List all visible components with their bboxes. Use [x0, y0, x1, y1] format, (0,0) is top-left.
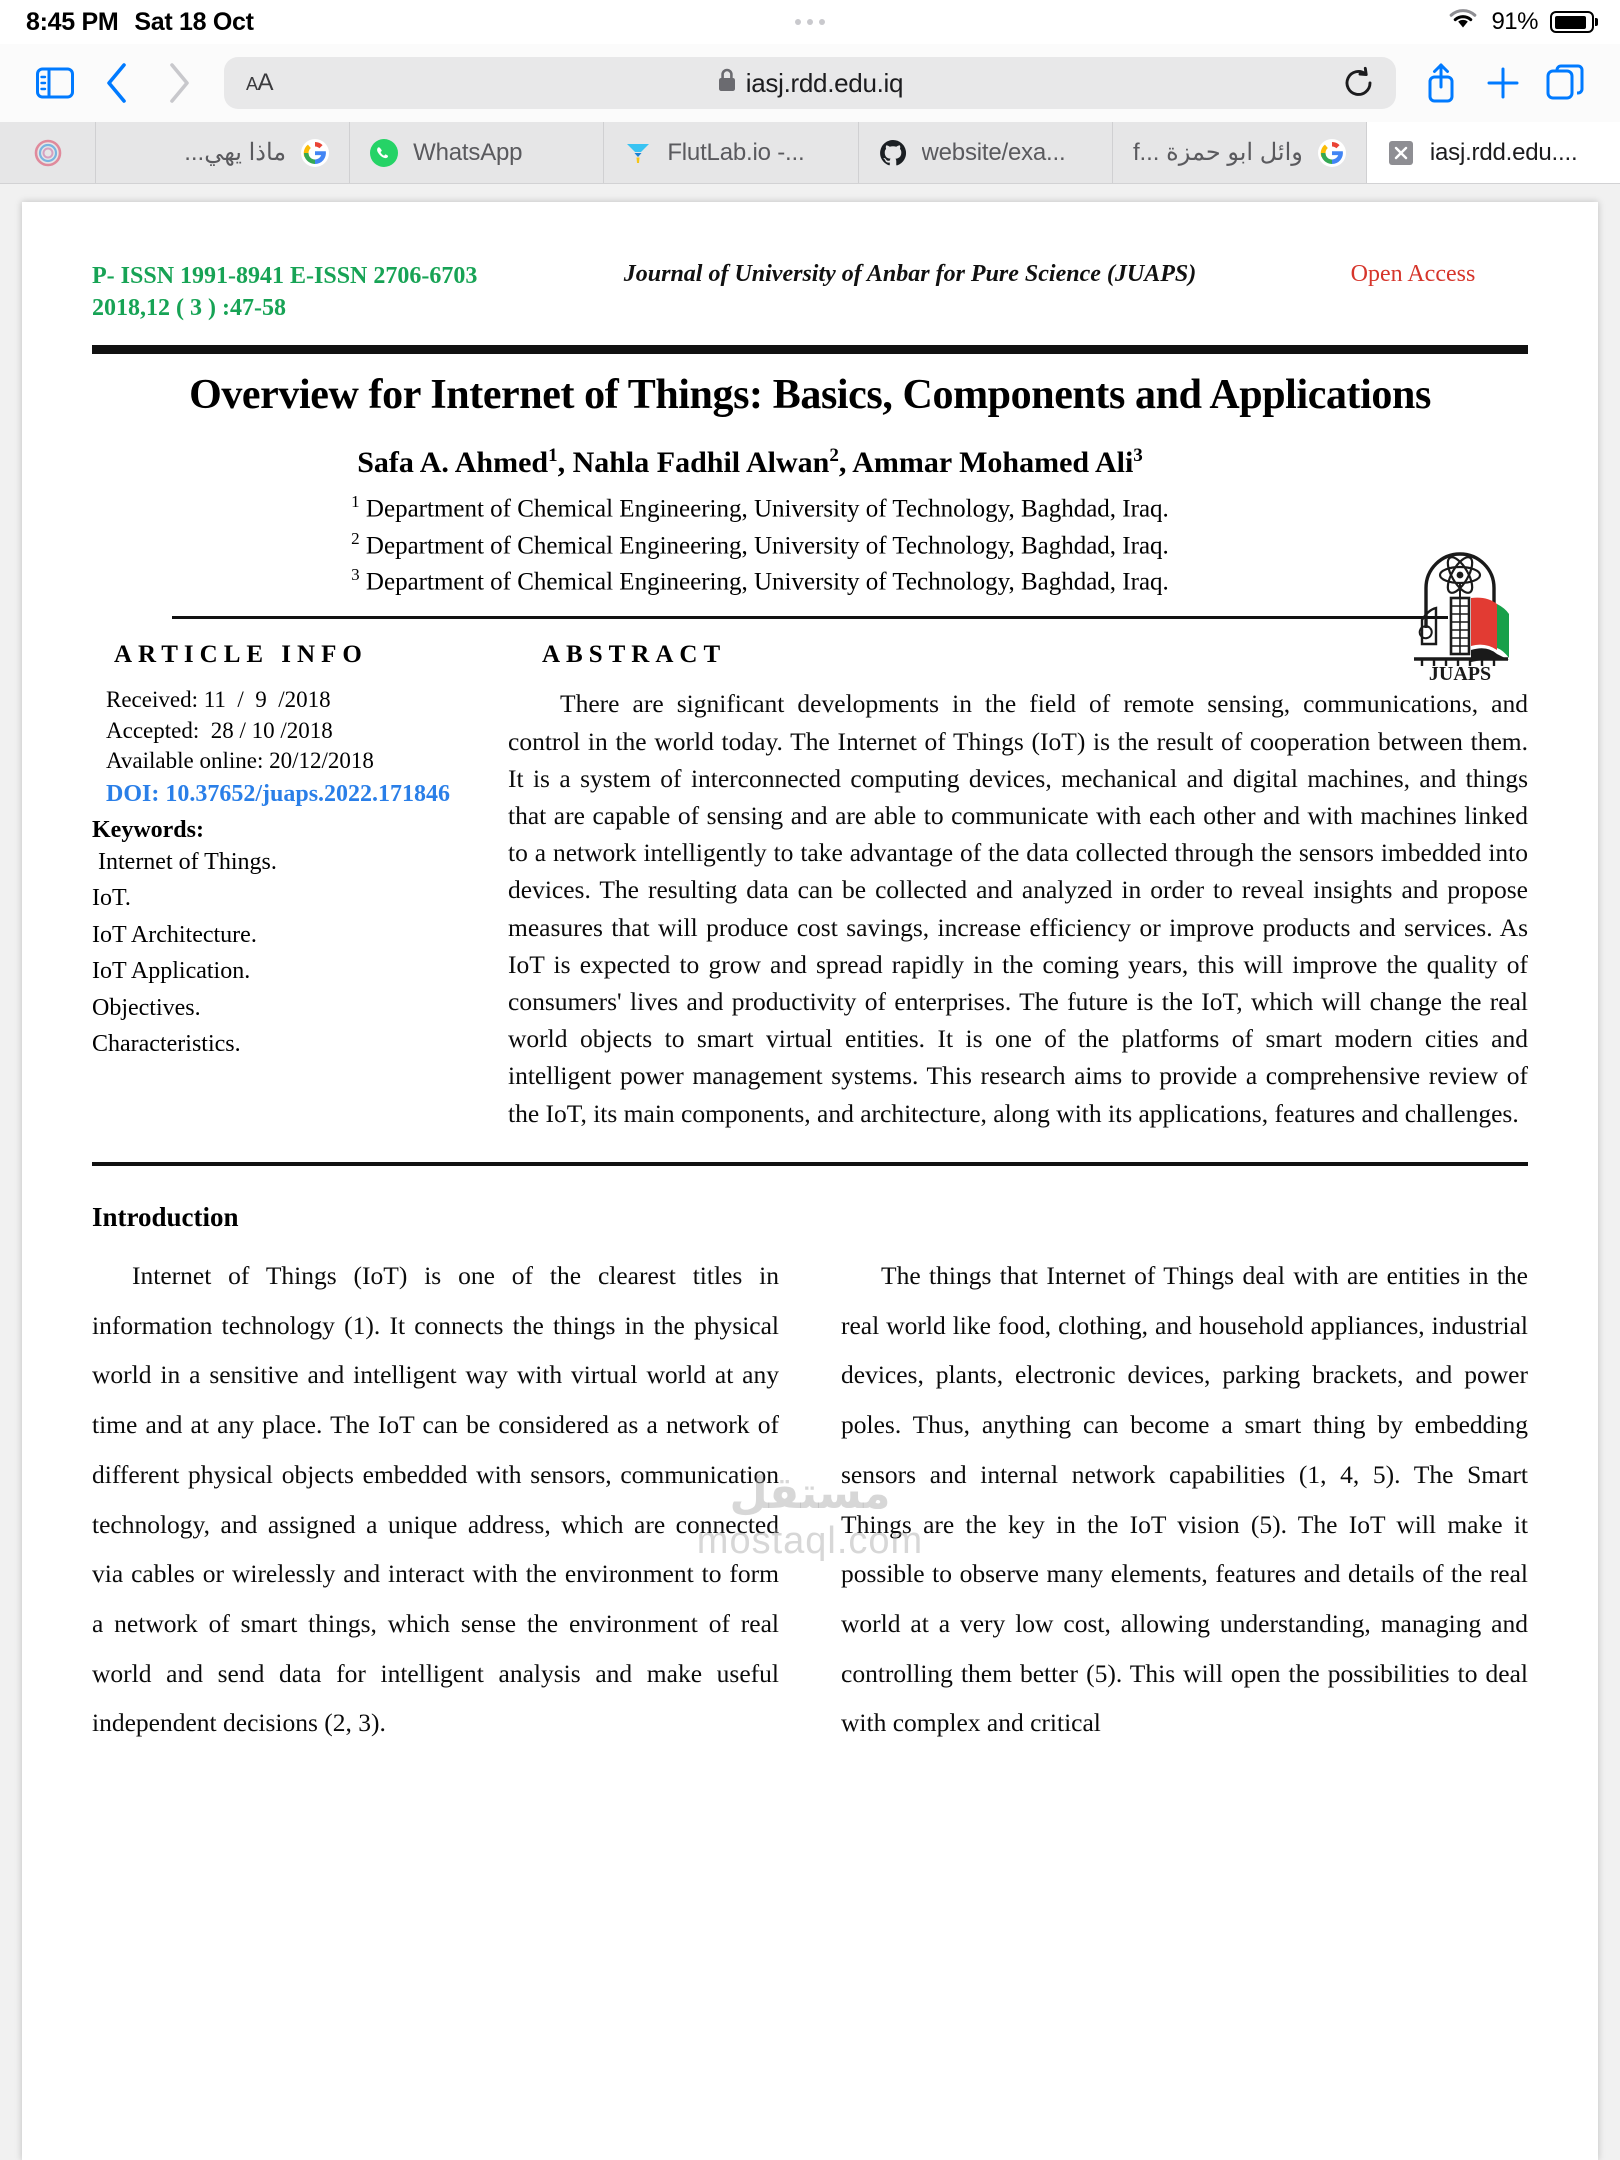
- abstract-column: [508, 641, 1528, 1132]
- abstract-divider: [92, 1162, 1528, 1166]
- affiliation-sup: 1: [351, 491, 360, 511]
- introduction-heading: Introduction: [92, 1201, 239, 1232]
- wifi-icon: [1447, 7, 1479, 38]
- author-sup: 1: [548, 444, 558, 466]
- address-bar[interactable]: [224, 57, 1396, 109]
- status-time: 8:45 PM: [26, 7, 119, 36]
- abstract-heading: ABSTRACT: [542, 641, 727, 669]
- juaps-logo: [1400, 532, 1520, 682]
- received-date: Received: 11 / 9 /2018: [106, 687, 331, 713]
- author-sup: 2: [829, 444, 839, 466]
- journal-header: [92, 260, 1528, 325]
- page-title: Overview for Internet of Things: Basics, Components and Applications: [189, 371, 1431, 418]
- tab-item[interactable]: [1113, 122, 1367, 183]
- author-name: Safa A. Ahmed: [357, 445, 549, 479]
- tab-item[interactable]: [859, 122, 1113, 183]
- tab-title: iasj.rdd.edu....: [1429, 138, 1578, 166]
- affiliation-sup: 2: [351, 528, 360, 548]
- introduction-paragraph: The things that Internet of Things deal with are entities in the real world like food, clothing, and household appliances, industrial devices, plants, electronic devices, parking brackets, and power poles. Thus, anything can become a smart thing by embedding sensors and internal network capabilities (1, 4, 5). The Smart Things are the key in the IoT vision (5). The IoT will make it possible to observe many elements, features and details of the real world at a very low cost, allowing understanding, managing and controlling them better (5). This will open the possibilities to deal with complex and critical: [841, 1260, 1528, 1738]
- doi-link[interactable]: DOI: 10.37652/juaps.2022.171846: [106, 781, 451, 808]
- safari-compass-icon: [32, 137, 64, 169]
- author-sup: 3: [1133, 444, 1143, 466]
- sidebar-icon[interactable]: [24, 54, 86, 112]
- status-date: Sat 18 Oct: [134, 7, 254, 36]
- keyword-item: IoT.: [92, 885, 131, 912]
- tab-title: ماذا يهي...: [184, 139, 287, 166]
- author-name: Nahla Fadhil Alwan: [572, 445, 830, 479]
- plus-icon[interactable]: [1472, 54, 1534, 112]
- status-bar-left: [26, 8, 254, 37]
- lock-icon: [717, 67, 737, 100]
- tab-bar: [0, 122, 1620, 184]
- tab-item[interactable]: [96, 122, 350, 183]
- keyword-item: Objectives.: [92, 994, 201, 1021]
- header-rule: [92, 345, 1528, 354]
- affiliation-item: [92, 527, 1428, 564]
- tab-title: FlutLab.io -...: [667, 138, 805, 166]
- url-text: iasj.rdd.edu.iq: [745, 67, 904, 98]
- tab-title: وائل ابو حمزة ...f: [1132, 139, 1303, 166]
- introduction-columns: [92, 1251, 1528, 1748]
- watermark-latin: mostaql.com: [696, 1520, 924, 1562]
- pdf-viewport[interactable]: [0, 184, 1620, 2160]
- battery-percent-label: 91%: [1491, 8, 1538, 35]
- tab-title: website/exa...: [921, 138, 1066, 166]
- introduction-paragraph: Internet of Things (IoT) is one of the clearest titles in information technology (1). It connects the things in the physical world in a sensitive and intelligent way with virtual world at any time and at any place. The IoT can be considered as a network of different physical objects embedded with sensors, communication technology, and assigned a unique address, which are connected via cables or wirelessly and interact with the environment to form a network of smart things, which sense the environment of real world and send data for intelligent analysis and make useful independent decisions (2, 3).: [92, 1260, 779, 1738]
- available-online-date: Available online: 20/12/2018: [106, 748, 374, 774]
- reload-icon[interactable]: [1340, 64, 1378, 102]
- info-abstract-row: [92, 641, 1528, 1132]
- keyword-item: Characteristics.: [92, 1031, 241, 1058]
- tab-item-active[interactable]: [1367, 122, 1620, 183]
- author-list: Safa A. Ahmed$^1$, Nahla Fadhil Alwan$^2$, Ammar Mohamed Ali$^3$: [357, 444, 1143, 479]
- ios-status-bar: [0, 0, 1620, 44]
- keyword-item: IoT Application.: [92, 958, 251, 985]
- keywords-list: [92, 844, 482, 1063]
- section-divider: [172, 616, 1448, 619]
- tab-title: WhatsApp: [413, 138, 523, 166]
- keyword-item: IoT Architecture.: [92, 921, 257, 948]
- github-icon: [877, 137, 909, 169]
- url-display[interactable]: [717, 67, 903, 100]
- affiliation-item: [92, 563, 1428, 600]
- introduction-column-left: [92, 1251, 779, 1748]
- multitask-grabber[interactable]: [795, 19, 825, 25]
- affiliation-text: Department of Chemical Engineering, University of Technology, Baghdad, Iraq.: [365, 531, 1169, 559]
- status-bar-right: [1447, 7, 1594, 38]
- article-info-column: [92, 641, 482, 1132]
- author-name: Ammar Mohamed Ali: [852, 445, 1134, 479]
- issn-line-2: 2018,12 ( 3 ) :47-58: [92, 295, 286, 322]
- keyword-item: Internet of Things.: [98, 848, 277, 875]
- battery-icon: [1550, 11, 1594, 33]
- issn-line-1: P- ISSN 1991-8941 E-ISSN 2706-6703: [92, 263, 478, 289]
- chevron-left-icon[interactable]: [86, 54, 148, 112]
- affiliation-text: Department of Chemical Engineering, University of Technology, Baghdad, Iraq.: [365, 495, 1169, 523]
- browser-toolbar: [0, 44, 1620, 122]
- affiliation-list: [92, 490, 1528, 600]
- share-icon[interactable]: [1410, 54, 1472, 112]
- article-info-lines: [92, 685, 482, 811]
- keywords-label: Keywords:: [92, 816, 204, 843]
- text-size-button[interactable]: AA: [246, 69, 274, 96]
- tab-item[interactable]: [604, 122, 858, 183]
- affiliation-text: Department of Chemical Engineering, University of Technology, Baghdad, Iraq.: [365, 568, 1169, 596]
- pdf-page: [22, 202, 1598, 2160]
- tabs-icon[interactable]: [1534, 54, 1596, 112]
- flutlab-icon: [622, 137, 654, 169]
- tab-item[interactable]: [350, 122, 604, 183]
- introduction-column-right: [841, 1251, 1528, 1748]
- affiliation-item: [92, 490, 1428, 527]
- watermark-arabic: مستقل: [729, 1468, 891, 1519]
- close-tab-icon[interactable]: [1385, 137, 1417, 169]
- tab-item[interactable]: [0, 122, 96, 183]
- article-info-heading: ARTICLE INFO: [114, 641, 368, 669]
- affiliation-sup: 3: [351, 565, 360, 585]
- accepted-date: Accepted: 28 / 10 /2018: [106, 717, 333, 743]
- google-icon: [1316, 137, 1348, 169]
- open-access-label: Open Access: [1350, 261, 1476, 287]
- journal-name: Journal of University of Anbar for Pure Science (JUAPS): [623, 261, 1197, 287]
- google-icon: [299, 137, 331, 169]
- chevron-right-icon: [148, 54, 210, 112]
- whatsapp-icon: [368, 137, 400, 169]
- juaps-logo-caption: JUAPS: [1428, 663, 1492, 682]
- abstract-body: There are significant developments in the field of remote sensing, communications, and control in the world today. The Internet of Things (IoT) is the result of cooperation between them. It is a system of interconnected computing devices, mechanical and digital machines, and things that are capable of sensing and are able to communicate with each other and with machines linked to a network intelligently to take advantage of the data collected through the sensors imbedded into devices. The resulting data can be collected and analyzed in order to reveal insights and propose measures that will produce cost savings, increase efficiency or improve products and services. As IoT is expected to grow and spread rapidly in the coming years, this will improve the quality of consumers' lives and productivity of enterprises. The future is the IoT, which will change the real world objects to smart virtual entities. It is one of the platforms of smart modern cities and intelligent power management systems. This research aims to provide a comprehensive review of the IoT, its main components, and architecture, along with its applications, features and challenges.: [508, 689, 1528, 1128]
- issn-block: [92, 260, 522, 325]
